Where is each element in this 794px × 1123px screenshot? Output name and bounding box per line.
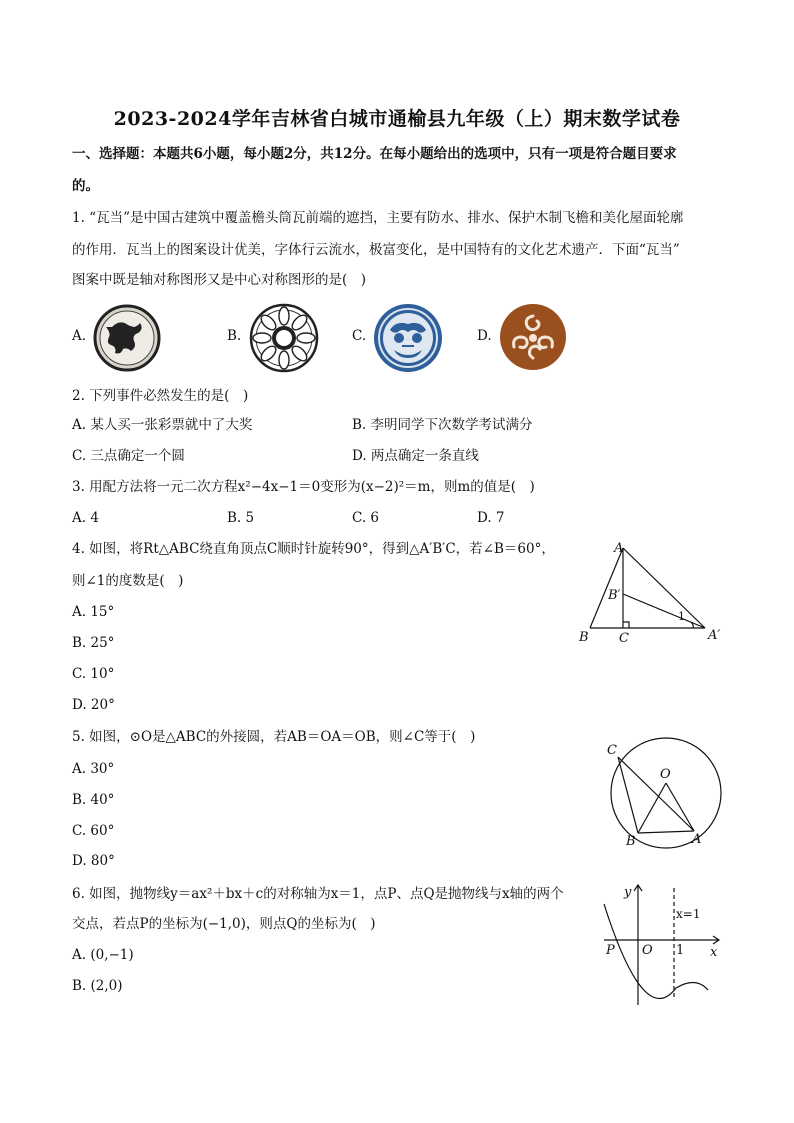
q2-option-d: D. 两点确定一条直线 [352, 448, 479, 464]
q6-option-a: A. (0,−1) [72, 947, 134, 963]
q6-option-b: B. (2,0) [72, 978, 123, 994]
q4-option-b: B. 25° [72, 635, 115, 651]
q5-option-b: B. 40° [72, 792, 115, 808]
q6-label-y: y [624, 885, 632, 900]
q5-stem: 5. 如图，⊙O是△ABC的外接圆，若AB＝OA＝OB，则∠C等于( ) [72, 729, 476, 745]
q5-label-o: O [660, 767, 671, 782]
q5-label-b: B [626, 834, 636, 849]
q3-option-d: D. 7 [477, 510, 505, 526]
q5-option-a: A. 30° [72, 761, 115, 777]
q6-label-x: x [710, 945, 718, 960]
q1-option-c-label: C. [352, 328, 367, 344]
tile-b-flower-icon [249, 303, 319, 373]
q1-option-b-label: B. [227, 328, 242, 344]
q2-option-c: C. 三点确定一个圆 [72, 448, 185, 464]
q1-line1: 1. “瓦当”是中国古建筑中覆盖檐头筒瓦前端的遮挡，主要有防水、排水、保护木制飞檐和美化屋面轮廓 [72, 210, 684, 226]
q2-option-a: A. 某人买一张彩票就中了大奖 [72, 417, 253, 433]
q3-stem: 3. 用配方法将一元二次方程x²−4x−1＝0变形为(x−2)²＝m，则m的值是( ) [72, 479, 535, 495]
tile-d-cloud-icon [498, 302, 568, 372]
q4-label-b: B [579, 630, 589, 645]
section-header-line2: 的。 [72, 178, 99, 194]
q4-line2: 则∠1的度数是( ) [72, 573, 184, 589]
q4-line1: 4. 如图，将Rt△ABC绕直角顶点C顺时针旋转90°，得到△A′B′C，若∠B＝60°， [72, 541, 555, 557]
q2-stem: 2. 下列事件必然发生的是( ) [72, 388, 249, 404]
q6-label-o: O [642, 943, 653, 958]
q5-option-d: D. 80° [72, 853, 115, 869]
q4-label-angle-1: 1 [678, 610, 685, 623]
q3-option-a: A. 4 [72, 510, 99, 526]
q6-label-p: P [606, 943, 615, 958]
q3-option-c: C. 6 [352, 510, 380, 526]
q4-label-a: A [614, 541, 624, 556]
page-title: 2023-2024学年吉林省白城市通榆县九年级（上）期末数学试卷 [113, 108, 681, 130]
q6-line1: 6. 如图，抛物线y＝ax²＋bx＋c的对称轴为x＝1，点P、点Q是抛物线与x轴的两个 [72, 886, 564, 902]
q4-label-c: C [619, 631, 629, 646]
tile-c-mask-icon [372, 302, 444, 374]
q4-option-a: A. 15° [72, 604, 115, 620]
q1-line2: 的作用．瓦当上的图案设计优美，字体行云流水，极富变化，是中国特有的文化艺术遗产．下面“瓦当” [72, 242, 680, 258]
tile-a-tiger-icon [92, 303, 162, 373]
section-header-line1: 一、选择题：本题共6小题，每小题2分，共12分。在每小题给出的选项中，只有一项是符合题目要求 [72, 146, 677, 162]
q4-label-a-prime: A′ [708, 628, 721, 643]
q5-label-c: C [607, 743, 617, 758]
q4-triangle-diagram [570, 538, 730, 653]
q6-line2: 交点，若点P的坐标为(−1,0)，则点Q的坐标为( ) [72, 916, 376, 932]
q2-option-b: B. 李明同学下次数学考试满分 [352, 417, 533, 433]
q5-label-a: A [692, 832, 702, 847]
q6-label-one: 1 [676, 943, 685, 958]
q6-label-axis: x=1 [676, 907, 701, 921]
q5-option-c: C. 60° [72, 823, 115, 839]
q4-option-c: C. 10° [72, 666, 115, 682]
q6-parabola-diagram [596, 880, 726, 1008]
q1-option-a-label: A. [72, 328, 87, 344]
q1-option-d-label: D. [477, 328, 492, 344]
q3-option-b: B. 5 [227, 510, 255, 526]
q4-label-b-prime: B′ [608, 588, 621, 603]
q4-option-d: D. 20° [72, 697, 115, 713]
q5-circle-diagram [596, 733, 736, 851]
q1-line3: 图案中既是轴对称图形又是中心对称图形的是( ) [72, 272, 367, 288]
